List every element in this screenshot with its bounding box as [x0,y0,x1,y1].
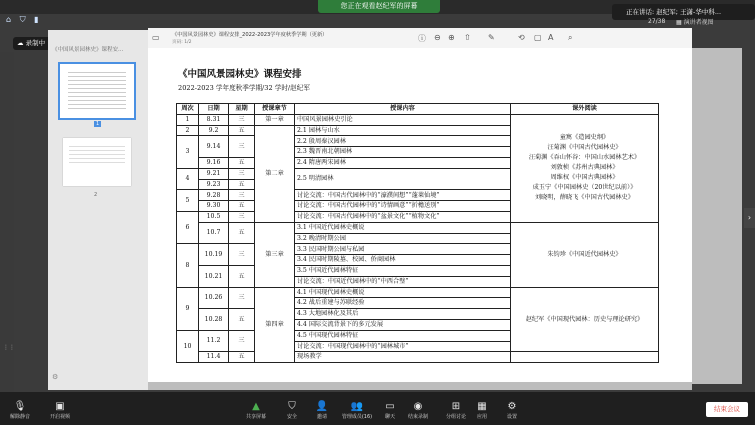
content-cell: 讨论交流：中国古代园林中的“盆景文化”“植物文化” [295,211,511,222]
content-cell: 4.3 大地园林化及其后 [295,309,511,320]
header-date: 日期 [199,104,229,115]
document-page-count: 页码: 1/2 [172,40,192,45]
signal-icon: ▮ [34,15,39,24]
week-cell: 3 [177,136,199,168]
chat-label: 聊天 [384,414,395,420]
page-indicator: 27/38 [648,18,666,25]
date-cell: 9.23 [199,179,229,190]
info-icon[interactable]: ⓘ [418,34,426,43]
grid-icon: ▦ [676,19,682,26]
day-cell: 三 [229,244,255,266]
content-cell: 3.5 中国近代园林特征 [295,265,511,276]
chapter-cell: 第三章 [255,222,295,287]
content-cell: 2.3 魏晋南北朝园林 [295,147,511,158]
date-cell: 10.26 [199,287,229,309]
header-day: 星期 [229,104,255,115]
chat-button[interactable] [376,401,404,420]
view-mode-label: 演讲者视图 [683,19,714,26]
content-cell: 4.4 国际交流背景下的多元发展 [295,319,511,330]
microphone-off-icon: 🎙 [13,401,27,412]
week-cell: 1 [177,114,199,125]
settings-button[interactable] [498,401,526,420]
chapter-cell: 第二章 [255,125,295,222]
content-cell: 4.2 战后重建与苏联经验 [295,298,511,309]
day-cell: 三 [229,287,255,309]
table-row [177,287,659,298]
status-icons [6,15,39,25]
share-screen-icon: ▲ [252,401,260,412]
date-cell: 11.2 [199,330,229,352]
meeting-toolbar [0,392,755,425]
day-cell: 五 [229,222,255,244]
apps-button[interactable] [468,401,496,420]
zoom-in-icon[interactable]: ⊕ [448,33,455,42]
date-cell: 9.14 [199,136,229,158]
search-icon[interactable]: ⌕ [568,33,573,42]
week-cell: 4 [177,168,199,190]
week-cell: 9 [177,287,199,330]
record-label: 结束录制 [407,414,428,420]
content-cell: 讨论交流：中国古代园林中的“诗情画意”“折檐送别” [295,201,511,212]
day-cell: 三 [229,168,255,179]
content-cell: 现场教学 [295,352,511,363]
reading-item: 成玉宁《中国园林史（20世纪以前）》 [532,184,637,192]
header-chapter: 授课章节 [255,104,295,115]
document-heading: 《中国风景园林史》课程安排 [178,69,302,80]
content-cell: 2.4 隋唐两宋园林 [295,157,511,168]
security-label: 安全 [286,414,297,420]
security-button[interactable] [278,401,306,420]
drag-handle-icon[interactable]: ⋮⋮ [3,344,15,351]
date-cell: 11.4 [199,352,229,363]
cloud-icon: ☁ [17,39,24,47]
day-cell: 五 [229,201,255,212]
thumbnail-selected-frame[interactable] [58,62,136,120]
shield-icon: ⛉ [288,401,296,412]
settings-small-icon[interactable]: ⚙ [52,373,59,381]
week-cell: 8 [177,244,199,287]
invite-label: 邀请 [316,414,327,420]
highlight-icon[interactable]: A [548,33,554,42]
thumbnail-number: 1 [96,121,100,127]
zoom-strip [0,52,14,392]
settings-label: 设置 [506,414,517,420]
week-cell: 2 [177,125,199,136]
content-cell: 3.2 晚清时期公园 [295,233,511,244]
share-screen-button[interactable] [242,401,270,420]
chapter-cell: 第四章 [255,287,295,363]
day-cell: 五 [229,352,255,363]
content-cell: 讨论交流：中国古代园林中的“濠濮间想”“蓬莱仙境” [295,190,511,201]
apps-label: 应用 [476,414,487,420]
breakout-label: 分组讨论 [445,414,466,420]
share-icon[interactable]: ⇧ [464,33,471,42]
mute-button[interactable] [6,401,34,420]
header-reading: 课外阅读 [511,104,659,115]
week-cell: 5 [177,190,199,212]
viewer-margin [692,48,742,384]
sidebar-toggle-icon[interactable]: ▭ [152,33,160,42]
content-cell: 2.5 明清园林 [295,168,511,190]
document-subtitle: 2022-2023 学年度秋季学期/32 学时/赵纪军 [178,84,310,92]
reading-item: 刘敦桢《苏州古典园林》 [550,164,619,172]
content-cell: 2.2 殷周秦汉园林 [295,136,511,147]
day-cell: 三 [229,190,255,201]
day-cell: 五 [229,179,255,190]
day-cell: 三 [229,114,255,125]
document-toolbar [148,28,692,49]
day-cell: 五 [229,125,255,136]
thumbnail-page-2[interactable] [63,138,131,186]
reading-item: 童寯《造园史纲》 [559,134,610,142]
shield-icon[interactable]: ⛉ [19,15,26,24]
record-button[interactable] [404,401,432,420]
document-page [148,48,692,382]
table-row [177,222,659,233]
members-label: 管理成员(16) [341,414,373,420]
date-cell: 9.16 [199,157,229,168]
screen-share-banner: 您正在观看赵纪军的屏幕 [318,0,440,13]
day-cell: 三 [229,136,255,158]
reading-item: 周维权《中国古典园林》 [550,174,619,182]
markup-icon[interactable]: ✎ [488,33,495,42]
date-cell: 9.2 [199,125,229,136]
document-title: 《中国风景园林史》课程安排_2022-2023学年度秋季学期（更新） [172,32,328,38]
viewer-margin-bottom [148,382,692,390]
recording-label: 录制中 [25,39,46,47]
content-cell: 3.1 中国近代园林史概说 [295,222,511,233]
date-cell: 10.5 [199,211,229,222]
chat-icon: ▭ [385,401,395,412]
date-cell: 8.31 [199,114,229,125]
window-icon[interactable]: ▢ [534,33,542,42]
table-header-row [177,104,659,115]
table-row [177,352,659,363]
date-cell: 10.28 [199,309,229,331]
content-cell: 3.4 民国时期陵墓、校园、侨商园林 [295,255,511,266]
reading-cell-modern: 赵纪军《中国现代园林：历史与理论研究》 [511,287,659,352]
chevron-right-icon[interactable]: › [744,208,755,228]
reading-cell-modern-early: 朱钧珍《中国近代园林史》 [511,222,659,287]
video-label: 开启视频 [49,414,70,420]
reading-item: 刘晓明，薛晓飞《中国古代园林史》 [535,194,634,202]
day-cell: 五 [229,265,255,287]
date-cell: 9.21 [199,168,229,179]
schedule-table [176,103,659,363]
table-row [177,114,659,125]
week-cell: 10 [177,330,199,362]
speaking-indicator: 正在讲话: 赵纪军; 王潇-华中科... [612,4,755,20]
reading-cell-ancient [511,114,659,222]
members-button[interactable] [340,401,374,420]
date-cell: 10.21 [199,265,229,287]
header-week: 周次 [177,104,199,115]
reading-item: 汪菊渊《中国古代园林史》 [547,144,622,152]
date-cell: 9.28 [199,190,229,201]
home-icon[interactable]: ⌂ [6,15,12,24]
thumbnail-page [68,69,126,109]
content-cell: 中国风景园林史引论 [295,114,511,125]
content-cell: 2.1 园林与山水 [295,125,511,136]
date-cell: 10.7 [199,222,229,244]
day-cell: 五 [229,157,255,168]
view-mode-button[interactable] [676,17,714,26]
content-cell: 4.5 中国现代园林特征 [295,330,511,341]
sidebar-title: 《中国风景园林史》课程安... [52,47,124,53]
rotate-icon[interactable]: ⟲ [518,33,525,42]
content-cell: 讨论交流：中国近代园林中的“中西合璧” [295,276,511,287]
day-cell: 三 [229,330,255,352]
content-cell: 3.3 民国时期公园与私园 [295,244,511,255]
reading-item: 汪菊渊《吞山怀谷：中国山水园林艺术》 [528,154,641,162]
chapter-cell: 第一章 [255,114,295,125]
mute-label: 解除静音 [9,414,30,420]
add-user-icon: 👤 [315,401,329,412]
members-icon: 👥 [350,401,364,412]
invite-button[interactable] [308,401,336,420]
end-meeting-button[interactable]: 结束会议 [706,402,748,417]
record-stop-icon: ◉ [413,401,423,412]
gear-icon: ⚙ [507,401,517,412]
content-cell: 讨论交流：中国现代园林中的“园林城市” [295,341,511,352]
day-cell: 三 [229,211,255,222]
date-cell: 9.30 [199,201,229,212]
date-cell: 10.19 [199,244,229,266]
reading-cell-empty [511,352,659,363]
apps-icon: ▦ [477,401,487,412]
content-cell: 4.1 中国现代园林史概说 [295,287,511,298]
week-cell: 6 [177,211,199,243]
zoom-out-icon[interactable]: ⊖ [434,33,441,42]
header-content: 授课内容 [295,104,511,115]
video-button[interactable] [46,401,74,420]
share-label: 共享屏幕 [245,414,266,420]
day-cell: 五 [229,309,255,331]
breakout-icon: ⊞ [451,401,461,412]
thumbnail-number: 2 [94,192,98,198]
camera-off-icon: ▣ [55,401,65,412]
breakout-button[interactable] [442,401,470,420]
